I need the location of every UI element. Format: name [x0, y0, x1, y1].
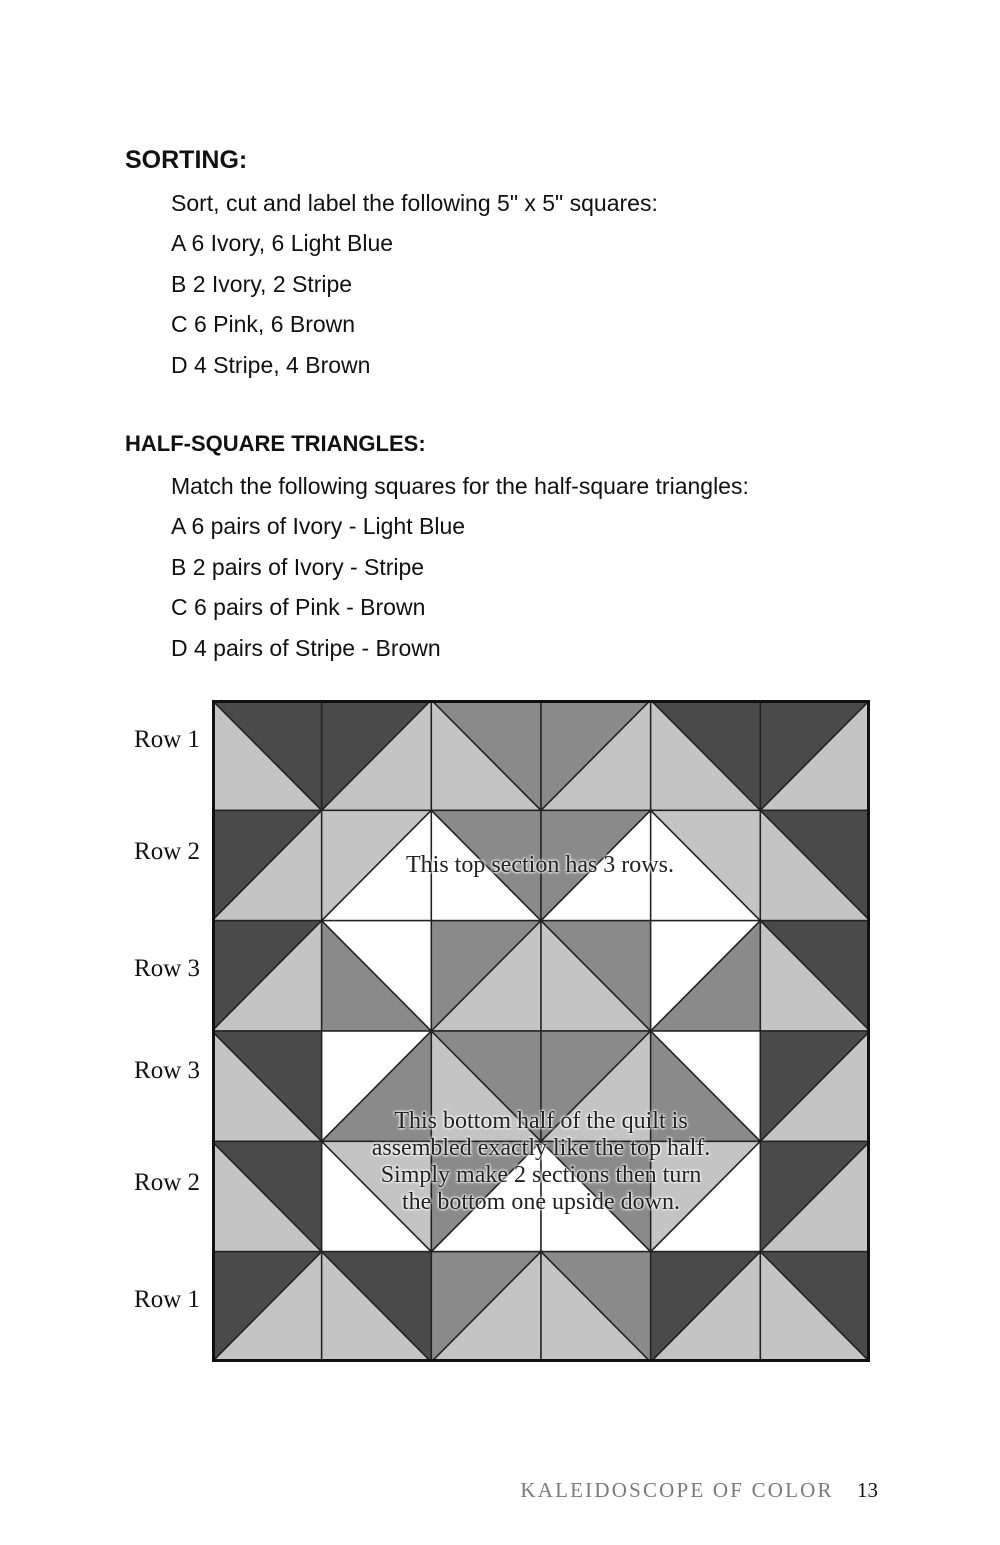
half-square-line: C 6 pairs of Pink - Brown — [171, 594, 426, 620]
page-footer — [400, 1478, 878, 1503]
half-square-line: A 6 pairs of Ivory - Light Blue — [171, 513, 466, 539]
sorting-line: C 6 Pink, 6 Brown — [171, 311, 356, 337]
half-square-line: Match the following squares for the half-square triangles: — [171, 473, 749, 499]
half-square-line: B 2 pairs of Ivory - Stripe — [171, 554, 425, 580]
sorting-line: B 2 Ivory, 2 Stripe — [171, 271, 353, 297]
half-square-heading: HALF-SQUARE TRIANGLES: — [125, 431, 426, 456]
row-label: Row 3 — [134, 1057, 200, 1084]
quilt-diagram — [212, 700, 870, 1362]
row-label: Row 1 — [134, 726, 200, 753]
bottom-note-line: This bottom half of the quilt is — [394, 1108, 688, 1134]
top-section-note: This top section has 3 rows. — [406, 852, 674, 878]
bottom-note-line: Simply make 2 sections then turn — [380, 1162, 702, 1188]
bottom-section-note — [318, 1108, 764, 1216]
bottom-note-line: the bottom one upside down. — [402, 1189, 680, 1215]
row-label: Row 3 — [134, 955, 200, 982]
sorting-line: Sort, cut and label the following 5" x 5" squares: — [171, 190, 658, 216]
half-square-line: D 4 pairs of Stripe - Brown — [171, 635, 441, 661]
sorting-heading: SORTING: — [125, 146, 248, 174]
sorting-line: A 6 Ivory, 6 Light Blue — [171, 230, 394, 256]
page-number: 13 — [857, 1478, 878, 1502]
row-label: Row 1 — [134, 1286, 200, 1313]
sorting-line: D 4 Stripe, 4 Brown — [171, 352, 371, 378]
book-title: KALEIDOSCOPE OF COLOR — [520, 1478, 834, 1502]
row-label: Row 2 — [134, 838, 200, 865]
bottom-note-line: assembled exactly like the top half. — [371, 1135, 711, 1161]
row-label: Row 2 — [134, 1169, 200, 1196]
